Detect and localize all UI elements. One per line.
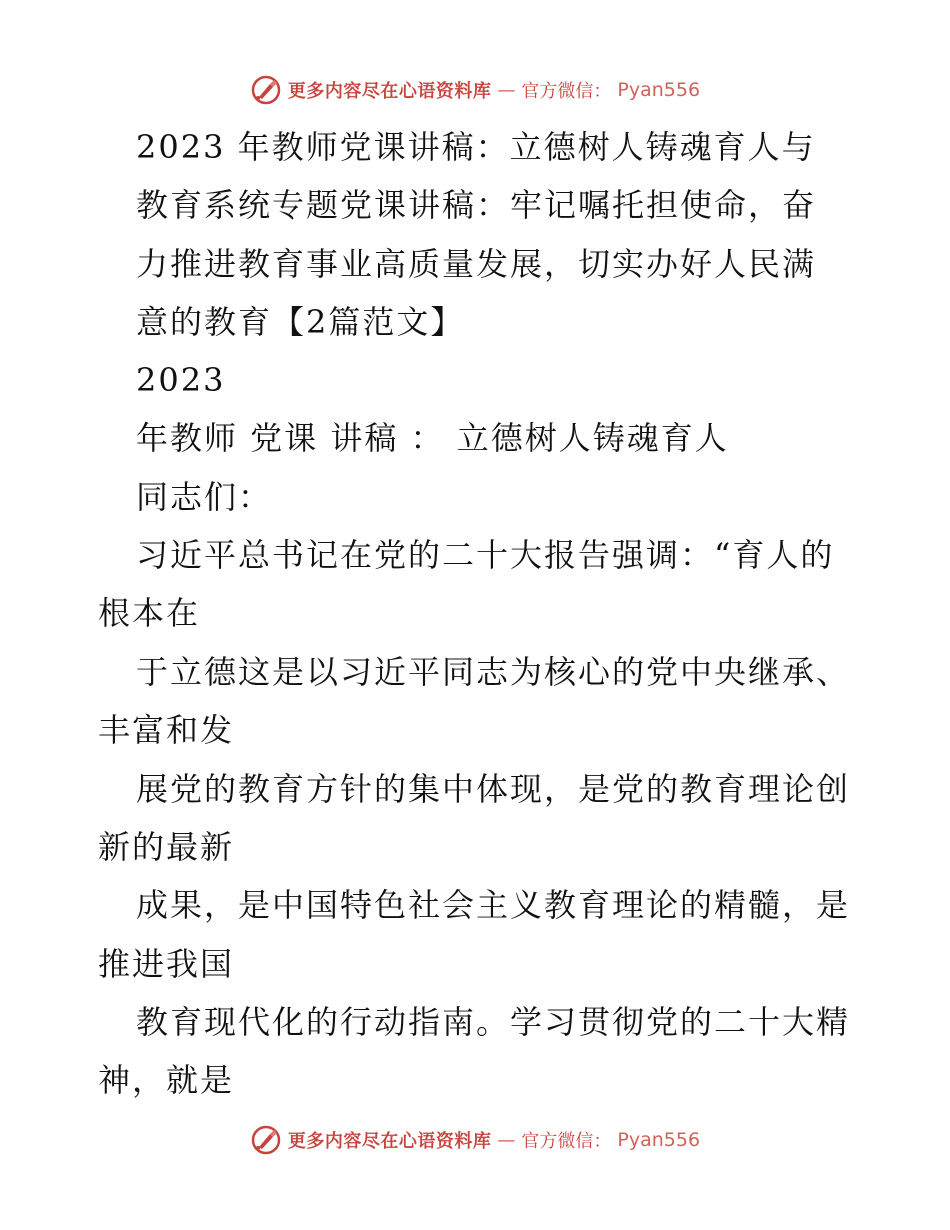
body-line: 根本在 <box>98 594 201 632</box>
body-line: 于立德这是以习近平同志为核心的党中央继承、 <box>136 653 851 691</box>
body-line: 展党的教育方针的集中体现，是党的教育理论创 <box>136 770 851 808</box>
wechat-label: 官方微信： <box>521 1131 612 1152</box>
body-line: 习近平总书记在党的二十大报告强调：“育人的 <box>136 536 835 574</box>
separator: — <box>497 79 516 101</box>
footer-watermark-banner <box>0 1120 950 1160</box>
body-line: 教育现代化的行动指南。学习贯彻党的二十大精 <box>136 1003 851 1041</box>
body-line: 丰富和发 <box>98 711 235 749</box>
subtitle: 年教师 党课 讲稿 ： 立德树人铸魂育人 <box>136 419 729 457</box>
site-name: 更多内容尽在心语资料库 <box>287 81 492 102</box>
site-name: 更多内容尽在心语资料库 <box>287 1131 492 1152</box>
title-line-2: 教育系统专题党课讲稿：牢记嘱托担使命，奋 <box>136 186 817 224</box>
subtitle-year: 2023 <box>136 361 226 399</box>
wechat-label: 官方微信： <box>521 81 612 102</box>
pen-logo-icon <box>250 1124 282 1156</box>
body-line: 推进我国 <box>98 945 235 983</box>
title-line-3: 力推进教育事业高质量发展，切实办好人民满 <box>136 245 817 283</box>
body-line: 神，就是 <box>98 1061 235 1099</box>
title-line-4: 意的教育【2篇范文】 <box>136 303 465 341</box>
wechat-id: Pyan556 <box>617 79 701 101</box>
body-line: 成果，是中国特色社会主义教育理论的精髓，是 <box>136 886 851 924</box>
body-line: 新的最新 <box>98 828 235 866</box>
greeting: 同志们： <box>136 478 273 516</box>
separator: — <box>497 1129 516 1151</box>
wechat-id: Pyan556 <box>617 1129 701 1151</box>
title-line-1: 2023 年教师党课讲稿：立德树人铸魂育人与 <box>136 128 816 166</box>
